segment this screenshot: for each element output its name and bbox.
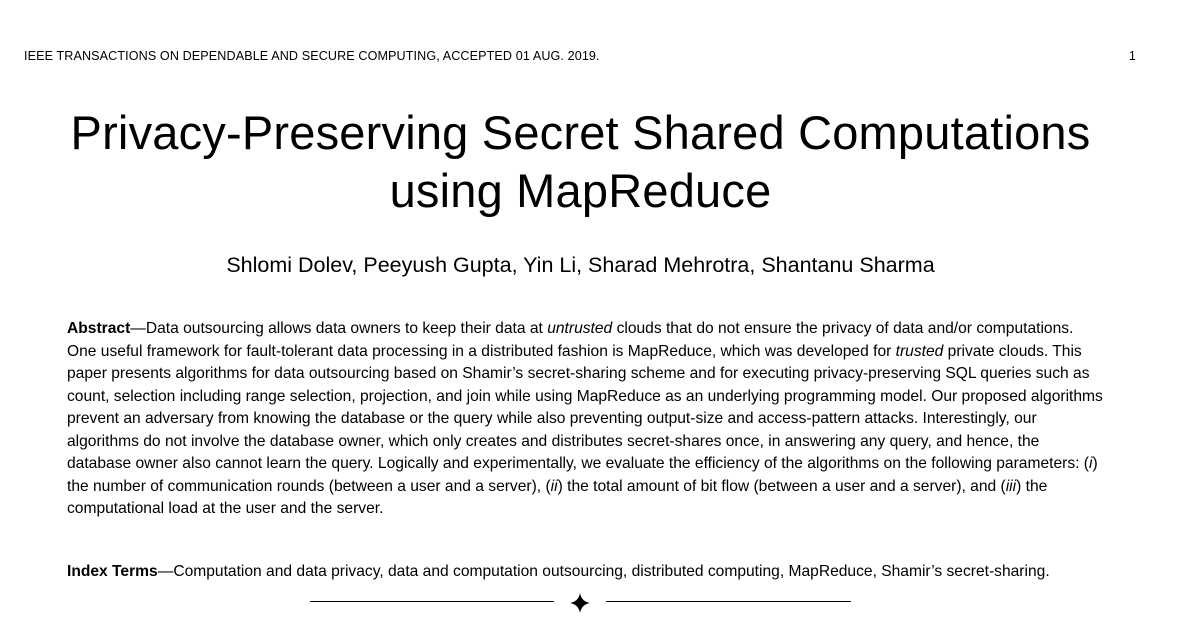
index-terms-text: Computation and data privacy, data and computation outsourcing, distributed computing, MapReduce, Shamir’s secret-sharing. <box>173 563 1050 580</box>
divider-rule-right <box>606 601 851 602</box>
abstract-dash: — <box>130 320 146 337</box>
abstract-label: Abstract <box>67 320 131 337</box>
abstract-roman-i: i <box>1088 455 1093 472</box>
index-terms <box>67 561 1107 583</box>
index-terms-dash: — <box>157 563 174 580</box>
abstract-text-6: ) the computational load at the user and the server. <box>67 477 1048 517</box>
running-head-text: IEEE TRANSACTIONS ON DEPENDABLE AND SECURE COMPUTING, ACCEPTED 01 AUG. 2019. <box>24 49 600 63</box>
abstract-text-3: private clouds. This paper presents algorithms for data outsourcing based on Shamir’s secret-sharing scheme and for executing privacy-preserving SQL queries such as count, selection including range selection, projection, and join while using MapReduce as an underlying programming model. Our proposed algorithms prevent an adversary from knowing the database or the query while also preventing output-size and access-pattern attacks. Interestingly, our algorithms do not involve the database owner, which only creates and distributes secret-shares once, in answering any query, and hence, the database owner also cannot learn the query. Logically and experimentally, we evaluate the efficiency of the algorithms on the following parameters: ( <box>67 342 1103 472</box>
abstract <box>67 318 1107 521</box>
running-header <box>24 49 1136 63</box>
abstract-text-4: ) the number of communication rounds (between a user and a server), ( <box>67 455 1098 495</box>
abstract-roman-iii: iii <box>1005 477 1017 495</box>
divider-rule-left <box>310 601 554 602</box>
four-point-star-icon <box>569 592 591 614</box>
section-divider <box>310 590 851 612</box>
abstract-text-2: clouds that do not ensure the privacy of data and/or computations. One useful framework for fault-tolerant data processing in a distributed fashion is MapReduce, which was developed for <box>67 320 1074 360</box>
paper-title <box>0 104 1161 220</box>
abstract-text-5: ) the total amount of bit flow (between a user and a server), and ( <box>557 477 1006 495</box>
abstract-emphasis-untrusted: untrusted <box>547 320 613 337</box>
page-number: 1 <box>1128 49 1136 63</box>
abstract-roman-ii: ii <box>550 477 558 495</box>
title-line-1: Privacy-Preserving Secret Shared Computations <box>70 106 1091 159</box>
abstract-emphasis-trusted: trusted <box>895 342 944 360</box>
title-line-2: using MapReduce <box>389 164 772 217</box>
index-terms-label: Index Terms <box>67 563 158 580</box>
abstract-text-1: Data outsourcing allows data owners to keep their data at <box>145 320 548 337</box>
author-list: Shlomi Dolev, Peeyush Gupta, Yin Li, Sharad Mehrotra, Shantanu Sharma <box>226 253 935 277</box>
